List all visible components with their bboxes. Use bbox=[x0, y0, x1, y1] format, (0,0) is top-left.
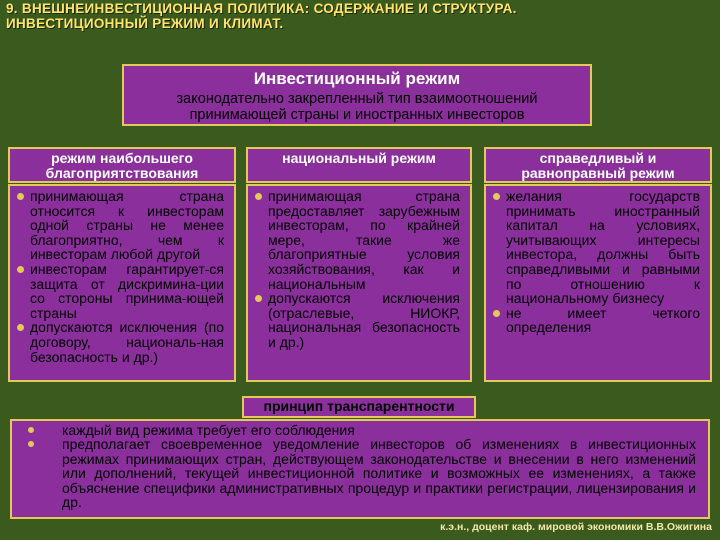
mfn-header-line2: благоприятствования bbox=[45, 165, 199, 181]
author-footer: к.э.н., доцент каф. мировой экономики В.В.Ожигина bbox=[440, 521, 712, 533]
investment-regime-heading: Инвестиционный режим bbox=[253, 69, 461, 88]
national-regime-header bbox=[246, 147, 472, 183]
fair-item: желания государств принимать иностранный капитал на условиях, учитывающих интересы инвестора, должны быть справедливыми и равными по отношению к национальному бизнесу bbox=[492, 189, 700, 306]
national-regime-content bbox=[246, 184, 472, 382]
mfn-item: принимающая страна относится к инвесторам одной страны не менее благоприятно, чем к инвесторам любой другой bbox=[16, 189, 224, 262]
definition-line1: законодательно закрепленный тип взаимоотношений bbox=[176, 91, 538, 107]
mfn-item: инвесторам гарантирует-ся защита от дискримина-ции со стороны принима-ющей страны bbox=[16, 262, 224, 320]
national-item: допускаются исключения (отраслевые, НИОКР, национальная безопасность и др.) bbox=[254, 291, 460, 349]
fair-item: не имеет четкого определения bbox=[492, 306, 700, 335]
fair-header-line1: справедливый и bbox=[539, 150, 657, 166]
transparency-box bbox=[10, 419, 710, 519]
slide-title bbox=[6, 1, 714, 31]
mfn-item: допускаются исключения (по договору, националь-ная безопасность и др.) bbox=[16, 320, 224, 364]
slide-title-line2: ИНВЕСТИЦИОННЫЙ РЕЖИМ И КЛИМАТ. bbox=[6, 16, 284, 31]
mfn-regime-header bbox=[8, 147, 236, 183]
fair-regime-header bbox=[484, 147, 712, 183]
mfn-regime-content bbox=[8, 184, 236, 382]
fair-header-line2: равноправный режим bbox=[521, 165, 675, 181]
national-header-line1: национальный режим bbox=[282, 150, 436, 166]
definition-line2: принимающей страны и иностранных инвесторов bbox=[189, 107, 525, 123]
fair-regime-content bbox=[484, 184, 712, 382]
mfn-header-line1: режим наибольшего bbox=[51, 150, 193, 166]
investment-regime-box bbox=[122, 64, 592, 126]
transparency-item: предполагает своевременное уведомление инвесторов об изменениях в инвестиционных режимах принимающих стран, действующем законодательстве и внесении в него изменений или дополнений, текущей инвестиционной политике и возможных ее изменениях, а также объяснение специфики административных процедур и практики регистрации, лицензирования и др. bbox=[26, 437, 696, 509]
slide-title-line1: 9. ВНЕШНЕИНВЕСТИЦИОННАЯ ПОЛИТИКА: СОДЕРЖАНИЕ И СТРУКТУРА. bbox=[6, 1, 517, 16]
national-item: принимающая страна предоставляет зарубежным инвесторам, по крайней мере, такие же благоприятные условия хозяйствования, как и национальным bbox=[254, 189, 460, 291]
transparency-heading: принцип транспарентности bbox=[242, 396, 476, 418]
investment-regime-definition bbox=[124, 91, 590, 123]
transparency-item: каждый вид режима требует его соблюдения bbox=[26, 423, 696, 437]
